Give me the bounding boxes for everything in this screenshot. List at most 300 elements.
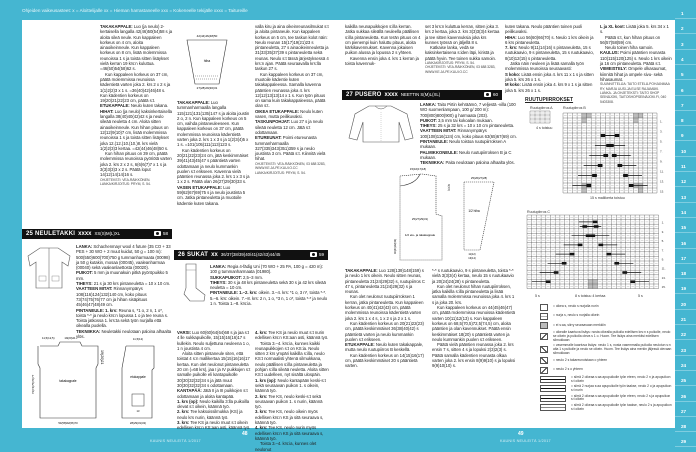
page-index-tab[interactable]: 23 [675,341,696,356]
paragraph-text: 25 s ja 32 krs = 10 x 10 cm pintaneuletta. [436,123,515,129]
legend-item-cable4 [540,404,672,412]
cable-arrow [592,174,597,177]
page-index-tab[interactable]: 25 [675,371,696,386]
inc-right-symbol-icon [540,333,548,340]
cable-arrow [578,244,583,247]
paragraph [505,72,595,83]
paragraph-text: Tee KS, neulo nurin myös edellisen krs:n KS ja sitä seuraava s, käännä työ. [255,425,324,441]
paragraph-text: Poimi etureunasta tummanharmaalla 327(335)343(351)359 s ja neulo joustinta 3 cm. Päätä s:t. Kiinnitä vielä hihat. [255,135,326,162]
dim-top: 11,5(12) [132,337,144,341]
page-index-tab[interactable]: 18 [675,264,696,279]
paragraph [345,56,421,67]
page-index-tab[interactable]: 21 [675,310,696,325]
paragraph-text: Ompele olkasaumat, kiinnitä hihat ja ompele sivu- sekä hihasaumat. [600,66,667,82]
paragraph-lead: PUIKOT: [420,117,437,123]
sizes: XS(S)M(L)XL [94,231,121,236]
page-index-tab[interactable]: 10 [675,142,696,157]
paragraph-text: Luo 128(139)148(159) s ja neulo 1 krs oikein. Neulo sitten reunas, pintaneuletta 21(24)29(32) s, ruutupiirros C 47 s, pintaneuletta 21(24)29(32) s ja reunas. [345,268,425,295]
paragraph-text: LANKAKIRJOITUS: PRYM, S. 54. [425,61,475,66]
diagram-label: 1/2 etu- ja takakappale [404,233,436,237]
paragraph [420,150,518,161]
dim-top-mid: 19(20)21 [64,336,76,340]
paragraph [600,24,672,35]
paragraph [76,270,172,281]
paragraph [255,394,329,410]
empty-symbol-icon [540,304,548,311]
page-index-tab[interactable]: 3 [675,35,696,50]
paragraph-lead: TEKNIIKKA: [76,328,101,334]
cable-arrow [562,262,567,265]
paragraph-text: Neulo kaikilla 3:lla puikoilla olevat s:t oikein, käännä työ. [177,398,250,410]
page-index-tab[interactable]: 22 [675,325,696,340]
paragraph [100,72,173,104]
paragraph [345,294,427,320]
dim-neck: 4(4,5) [447,184,450,191]
row-label: 1. [661,220,665,225]
row-label: 5. [661,239,665,244]
paragraph-lead: VIIMEISTELY: [600,66,627,72]
paragraph [255,72,329,109]
paragraph [600,35,672,46]
paragraph-text: 3,5 mm tai kokoalan mukaan. [436,117,493,123]
paragraph [505,24,595,35]
column-25-back [177,100,251,248]
chart-c [527,215,673,293]
paragraph-text: valla kiru ja aina oikeinreunasilmukat s:t ja aloita pintaneule. Kun kappaleen korkeus on 5 cm, tee taskun kolot näin: Neulo reunan 15(17)19(21)23 s pintaneuletta, 27 s ainaoikeinneuletta ja 31(33)35(37)39 s pintaneuletta sekä reunas. Neulo s:t tässä järjestyksessä 4 krs:n ajan. Päätä seuraavalla krs:lla taskun 27 s. [255,24,329,72]
page-index-tab[interactable]: 1 [675,4,696,19]
sizes: NEETTIN S(M)L(XL) [400,92,441,97]
row-label: 11. [660,169,664,174]
row-label: 13. [660,179,665,184]
paragraph-lead: LANKA: [76,244,93,249]
page-number-left: 48 [242,431,248,437]
paragraph [600,91,672,104]
paragraph-text: Tee KS ja neulo muut s:t oikein edellisen krs:n KS:aan asti, käännä työ. [177,420,251,431]
paragraph-lead: 2. krs: [177,409,190,415]
paragraph [177,330,251,351]
dim-bottom: 54(58)62(66)70 [58,421,78,425]
cable-arrow [570,253,575,256]
cable-arrow [612,154,617,157]
paragraph-lead: PINTANEULE: 1. krs: [76,307,118,313]
cable-arrow [622,271,627,274]
paragraph [100,178,173,187]
paragraph-text: Rinnanympärys 100(108)116(124) cm, koko pituus 63(65)67(69) cm. [420,128,517,139]
cable-arrow [586,234,591,237]
paragraph-lead: 4. krs: [255,425,268,431]
section-title: 27 PUSERO [346,92,382,98]
page-index-tab[interactable]: 13 [675,188,696,203]
paragraph-text: Neulo toistoa ruutupiirroksen A mukaan. [420,139,506,150]
row-label: 13. [661,275,666,280]
no-stitch-cell [634,118,639,123]
page-index-tab[interactable]: 28 [675,417,696,432]
paragraph-lead: TAKAKAPPALE: [100,24,133,29]
page-index-tab[interactable]: 17 [675,249,696,264]
paragraph [345,268,427,294]
paragraph [345,24,421,56]
no-stitch-cell [634,113,639,118]
no-stitch-cell [582,118,587,123]
section-27-materials [420,102,518,166]
paragraph [432,342,516,368]
sleeve-schematic-25 [183,32,231,92]
paragraph [420,139,518,150]
paragraph [76,286,172,307]
paragraph-text: Kun kädentien korkeus on 14(15)16(17) cm, päätä keskimmäiset 20 s pääntietä varten. [345,352,424,369]
paragraph-lead: TIHEYS: [210,279,227,285]
sock-sketch [178,262,208,304]
paragraph-text: Kun kappaleen korkeus on 37 cm, päätä molemmissa reunoissa kädentietä varten joka 2. krs 2 x 2 s ja 1(1)2(2)3 x 1 s. =36(40)42(46)48 s. Kun kädentien korkeus on 19(20)21(22)23 cm, päätä s:t. [100,71,171,104]
paragraph-text: Toista 3.–4. krs:ia, kunnes kaikki reunapuikkojen s:t on KS:ia. Neulo sitten 2 krs ympäri kaikilla s:illa, neulo KS:t normaalisti yhtenä silmukkana, neulo päällisen s:illa pintaneuletta ja pohjan s:illa sileää neuletta. Aloita sitten KS:t uudelleen, nyt sisältä ulospäin. [255,340,329,378]
difficulty-legend: Ohjeiden vaikeusasteet: x = Aloittelijalle xx = Hieman harrastaneelle xxx = Kokeneelle tekijälle xxxx = Taitureille [22,8,248,13]
legend-text: = ei s:aa, siirry seuraavaan merkkiin [553,322,606,327]
paragraph [255,330,329,341]
section-header-25 [22,229,172,239]
cable2-symbol-icon [540,385,566,392]
sweater-sketch [345,102,417,146]
paragraph-text: Schachenmayr wool 4 future (35 CO + 33 PES + 30 WO + 2 muut kuidut, 50 g = 100 m): 500(550)600(700)750 g tummanharmaata (00098) ja 50 g kutakin, mosaa (00045), vaaleanharmaa (00040) sekä vaaleanlaettosta (00020). [76,244,171,271]
paragraph-text: Kun kädentien korkeus on 20(21)22(23)24 cm, jätä keskimmäiset 39(41)43(45)47 s pääntietä varten odottamaan ja neulo kummankin puolen s:t erikseen. Kavenna vielä pääntien reunassa joka 2. krs 1 x 3 s ja 1 x 2 s. Päätä olan 26(27)29(30)33 s. [177,147,250,185]
paragraph [177,399,251,410]
paragraph-text: Kun olet neulonut hihan ruutupiirroksen, jatka kaikilla s:illa pintaneuletta ja lisää samalla molemmissa reunoissa joka 4. krs 1 s ja joka 20. krs. [432,283,515,305]
cable-arrow [614,262,619,265]
paragraph [255,24,329,72]
paragraph-lead: OIKEA ETUKAPPALE: [255,108,300,114]
section-title: 25 NEULETAKKI [26,231,76,237]
gray-symbol-icon [540,322,548,329]
chart-c-title: Ruutupiirros C [527,210,550,214]
paragraph [505,45,595,61]
row-label: 7. [661,248,665,253]
paragraph-lead: SUKKAPUIKOT: [210,274,242,280]
paragraph-text: Toista 3.–4. krs:ia, kunnes olet neulonut [255,441,317,452]
paragraph [177,351,251,388]
cable-arrow [606,253,611,256]
column-26-leg-heel [177,330,251,431]
paragraph [255,441,329,452]
legend-item-gray [540,322,672,330]
cable3-symbol-icon [540,395,566,402]
paragraph-text: oikein. 3.–4. krs: *1 o, 3 n*, toista *-*. 5.–6. krs: oikein. 7.–8. krs: 2 n, 1 o, *3 n, 1 o*, toista *-* ja neulo 1 n. Toista 1.–8. krs:ia. [210,290,328,307]
dim-width: 25(27)29(31) [411,217,429,221]
dim-side: 40(41)42(43) [394,239,397,254]
paragraph [600,66,672,82]
no-stitch-cell [588,284,593,289]
dim-bottom: 28(29)31(32) [129,421,147,425]
diagram-label: etukappale [130,375,146,379]
paragraph-text: Päätä s:t, kun hihan pituus on 56(57)58(59) cm. [600,34,661,45]
cable-arrow [630,280,635,283]
paragraph-lead: TIHEYS: [420,123,437,129]
dim-top: 25(26)27(28) [470,176,488,180]
page-index-tab[interactable]: 15 [675,218,696,233]
paragraph-lead: 4. krs: [255,330,268,335]
paragraph [425,45,501,61]
paragraph-text: Tee KS ja neulo muut s:t nurin edellisen krs:n KS:aan asti, käännä työ. [255,330,329,341]
page-index-tab[interactable]: 8 [675,111,696,126]
dim-top: 42(44)46(48)50 [196,34,218,38]
paragraph-text: Kun kappaleen korkeus on 44(45)46(47) cm, päätä molemmissa reunoissa kädentietä varten 10(11)12(13) s. Kun kappaleen korkeus on 68,5(70,5)72,5(74,5) cm, aloita pääntien ja olan kavennukset. Päätä ensin keskimmäiset 18(20) s pääntietä varten ja neulo kummankin puolen s:t erikseen. [432,305,515,342]
paragraph-text: Neulo ruutupiirroksen B ja C mukaan. [420,149,512,160]
paragraph-lead: HIHA: [505,34,517,40]
paragraph-lead: TASKUNPOHJAT: [255,119,290,125]
cable-arrow [629,184,634,187]
paragraph-text: Luo (ja neulo) kaksinkertaisella langalla 38(40)40(42)42 s ja neulo sileää neuletta 4 cm. Aloita sitten ainaoikeinneule. Kun hihan pituus on 12(12)9(10)7 cm, lisää molemmissa reunoissa 1 s ja toista sitten lisäykset joka 12.(12.)10.(10.)8. krs vielä 1(2)2(3)3 kertaa. =42(44)46(48)50 s. [100,108,173,151]
photo-page: 59 [318,252,324,257]
no-stitch-cell [582,188,587,193]
row-label: 15. [661,285,666,290]
paragraph [255,119,329,135]
page-number-right: 49 [518,431,524,437]
chart-b-note: 15 s mallikerta toistuu [590,196,625,200]
page-index-tab[interactable]: 14 [675,203,696,218]
no-stitch-cell [593,284,598,289]
paragraph-text: Taito Pirtin kehräämö, 7 veljestä -villa (100 WO suomenlampaan, 100 g/ 200 m): 700(800)800(900) g harmaata (203). [420,102,516,118]
legend-item-cable2 [540,385,672,393]
legend-item-dash [540,312,672,320]
cable-arrow [598,244,603,247]
paragraph [255,378,329,394]
column-27-back-front [345,268,427,426]
legend-text: = siirrä 2 oikeaa s:aa apupuikolle työn eteen, neulo 2 n ja apupuikon s:t oikein [571,374,671,383]
no-stitch-cell [638,113,643,118]
paragraph-lead: M koko: [505,82,521,88]
paragraph-lead: TEKNIIKKA: [420,160,445,166]
paragraph-text: Lisää joka 5. krs 34 x 1 s. [600,24,669,35]
paragraph-lead: TAKAKAPPALE: [177,100,210,105]
camera-icon [310,252,317,257]
legend-text: = nurja s, neulo s nurjalla oikein [553,313,600,318]
legend-item-k2tog [540,366,672,374]
paragraph-text: OHJETEKSTI: VEA-RÄIKKÖNEN, 03 688 3283, WWW.KE.JA.PE.KUU.IO.CC [255,161,326,171]
paragraph [420,128,518,139]
paragraph-text: Kun olet neulonut ruutupiirroksen 1 kerran, jatka pintaneuletta. Kun kappaleen korkeus on 40(41)42(43) cm, päätä molemmissa reunoissa kädentietä varten joka 2. krs 1 x 4 s, 1 x 2 s ja 2 x 1 s. [345,294,424,321]
section-header-26 [174,250,328,260]
charts-heading: RUUTUPIIRROKSET [525,97,574,103]
paragraph [345,321,427,342]
paragraph [425,24,501,45]
difficulty-level: xx [211,252,218,258]
paragraph-text: 30 s ja 48 krs pintaneuletta sekä 30 s ja 42 krs sileää neuletta = 10 cm. [210,279,326,291]
page-index-tab[interactable]: 5 [675,65,696,80]
dash-symbol-icon [540,313,548,320]
paragraph [255,171,329,175]
paragraph-text: 21 s ja 30 krs pintaneuletta = 10 x 10 cm. [92,281,171,287]
paragraph-text: Luo 59(62)67(69)75 s ja neulo joustinta 5 cm. Jatka pintaneuletta ja muotoile kädentie kuten takana. [177,184,246,206]
paragraph-lead: PALMIKKONEULE: [420,149,458,155]
paragraph-text: Luo 27 s ja neulo sileää neuletta 12 cm. Jätä s:t odottamaan. [255,119,324,135]
chart-b [563,113,673,195]
page-index-tab[interactable]: 6 [675,81,696,96]
paragraph-lead: TIHEYS: [76,281,93,287]
legend-item-cable3 [540,394,672,402]
chart-c-note-right: 5 s [638,294,643,298]
legend-text: = siirrä 2 oikeaa s:aa apupuikolle työn eteen, neulo 2 s ja apupuikon s:t oikein [571,393,671,402]
cardigan-sketch [24,244,74,294]
paragraph-text: OHJETEKSTI: VEA-RÄIKKÖNEN. LANKA/KIRJOITUS: PRYM, S. 54. [100,177,151,187]
column-27-sleeves [432,268,516,426]
camera-icon [154,231,161,236]
row-label: 5. [660,139,663,144]
paragraph-text: Luo (ja neulo) 2-kertaisella langalla 42(46)50(54)58 s ja aloita sileä neule. Kun kappaleen korkeus on 4 cm, aloita ainaoikeinneule. Kun kappaleen korkeus on 8 cm, lisää molemmissa reunoissa 1 s ja toista sitten lisäykset vielä kerran 19 krs:n kuluttua. =46(50)54(58)62 s. [100,24,173,72]
paragraph [100,109,173,151]
chart-a-note: 4 s toistuu [536,126,553,130]
page-index-tab[interactable]: 19 [675,279,696,294]
page-index-tab[interactable]: 24 [675,356,696,371]
paragraph [505,82,595,93]
k2tog-symbol-icon [540,367,548,374]
paragraph-lead: PINTANEULE: [420,139,449,145]
page-index-tab[interactable]: 7 [675,96,696,111]
legend-text: = oikealle kaartuva lisäys: nosta oikealla puikolla edellisen krs:n s puikolle, neulo se oikein ja puikolla oleva s 1 o. Huom. Tee lisäys aina merkitsi edellisen silmukkaan [553,330,671,342]
paragraph [76,308,172,329]
paragraph-text: Reuna s, *1 o, 2 n, 1 o*, toista *-* ja neulo krs:n lopussa 1 o ja tee reuna s. Toista jatkossa 1. krs:ta sekä työn nurjalla että oikealla puolella. [76,307,168,329]
paragraph-lead: ETUREUNAT: [255,135,282,141]
page-index-tab[interactable]: 16 [675,234,696,249]
paragraph [177,388,251,399]
cable-arrow [603,154,608,157]
column-26-finish [425,24,501,84]
page-index-tab[interactable]: 27 [675,402,696,417]
dim-side: 73(74)75(76)77 [31,374,35,394]
paragraph [432,284,516,305]
footer-text-left: KAUNIS NEULEITÄ 1/2017 [150,439,201,443]
paragraph-text: Tee KS, neulo oikein myös edellisen krs:n KS ja sitä seuraava s, käännä työ. [255,409,324,426]
section-26-materials [210,264,328,324]
paragraph [505,61,595,72]
column-26-heel-cont [255,330,329,452]
paragraph-text: OHJETEKSTI: VEA-RÄIKKÖNEN, 03 688 3283, WWW.KE.JA.PE.KUU.IO.CC [425,65,496,74]
bottom-band [0,428,675,450]
paragraph-lead: 7. krs: [505,45,518,51]
section-header-27 [342,90,502,100]
page-index-tab[interactable]: 11 [675,157,696,172]
paragraph-lead: 2. krs: [255,393,268,399]
row-label: 3. [661,229,665,234]
paragraph-text: Aloita sitten pintaneule siten, että toistat 4 s:n mallikertaa 15(15)16(16)17 kertaa. Kun olet neulonut pintaneuletta 20 cm (=68 krs), jaa I ja IV puikkojen s:t samalle puikolle eli kantapuikolle 30(30)32(32)34 s ja jätä muut 30(30)32(32)34 s odottamaan. [177,351,251,388]
paragraph-text: Kun kädentien korkeus on 20(21)22(23) cm, päätä keskimmäiset 36(38)40(42) s pääntietä varten ja neulo kummankin puolen s:t erikseen. [345,320,424,342]
legend-text: = neulo 2 s o yhteen [553,367,583,372]
camera-icon [484,92,491,97]
paragraph-text: Kavenna ensin joka 4. krs 1 kerran ja toista kavennuk- [345,55,419,67]
chart-a-title: Ruutupiirros A [530,106,553,110]
page-index-tab[interactable]: 29 [675,432,696,447]
paragraph [432,305,516,342]
paragraph [210,290,328,306]
paragraph-text: *-* s ruutukaavio, 9 s pintaneuletta, toista *-* vielä 3(3)3(4) kertaa, neulo 15 s ruutukaavio ja 20(24)24(28) s pintaneuletta. [432,268,514,284]
cable-arrow [618,164,623,167]
page-index-tab[interactable]: 26 [675,387,696,402]
footer-text-right: KAUNIS NEULEITÄ 1/2017 [500,439,551,443]
dim-top: 15(16)17(18) [409,167,427,171]
diagram-label: hiha [203,59,211,63]
paragraph [210,280,328,291]
paragraph [210,264,328,275]
paragraph-lead: VAATTEEN MITAT: [76,286,113,292]
paragraph [76,244,172,270]
legend-item-ssk [540,357,672,365]
paragraph [177,100,251,148]
paragraph-lead: PUIKOT: [76,270,93,276]
page-index-tab[interactable]: 2 [675,19,696,34]
cable-arrow [546,280,551,283]
paragraph [600,50,672,66]
chart-c-note-left: 5 s [535,294,540,298]
page-index-tab[interactable]: 12 [675,172,696,187]
paragraph-text: 5 mm ja muunakuin pitkä pyöröpuikko 5 mm. [76,270,168,281]
no-stitch-cell [593,279,598,284]
legend-item-inc-right [540,331,672,342]
paragraph-text: Luo tummanharmaalla langalla 115(121)131(135)147 s ja aloita joustin 2 o, 2 n. Kun kappaleen korkeus on 5 cm, vaihda pintaneuleeseen. Kun kappaleen korkeus on 37 cm, päätä molemmissa reunoissa kädentietä varten joka 2. krs 1 x 3 s ja 1(2)3(4)5 x 1 s. =101(105)111(113)123 s. [177,100,250,148]
column-25-back-front-sleeves [100,24,173,228]
back-schematic-25 [28,334,110,426]
paragraph-text: kaikilla neunapuikkojen s:illa kerran. Jatka sukkaa sileällä neuleella päällisen s:illa pintaneuletta. Kun terän pituus on 4 cm pienempi kuin haluttu pituus, aloita kärkikavennukset. Kavenna jokaisen puikon alussa ja lopussa 2 s yhteen. [345,24,421,56]
legend-item-cable1 [540,376,672,384]
page-index-tab[interactable]: 9 [675,126,696,141]
page-index-strip [675,0,696,450]
dim-bottom-2: 13(14) [468,257,476,260]
chart-b-title: Ruutupiirros B [563,106,586,110]
dim-bottom: 27(28)29(30)31 [196,86,218,90]
legend-text: = oikea s, neulo s nurjalla nurin [553,304,599,309]
paragraph [505,35,595,46]
paragraph-text: Paita neulotaan paloina alhaalta ylös. [444,160,515,166]
paragraph [425,65,501,74]
paragraph-text: Kun hihan pituus on 39 cm, päätä molemmissa reunoissa pyöriötä varten joka 2. krs 2 x 2 s, 6(6)6(7)7 x 1 s ja 3(3)3(3)3 x 2 s. Päätä loput 14(12)14(14)16 s. [100,151,172,178]
cable-arrow [582,225,587,228]
column-26-toe [345,24,421,84]
column-27-sleeve [505,24,595,93]
cable-arrow [587,184,592,187]
no-stitch-cell [587,113,592,118]
cable1-symbol-icon [540,376,566,383]
legend-item-empty [540,303,672,311]
diagram-label: takakappale [59,379,77,383]
chart-c-note-mid: 8 s toistuu 4 kertaa [575,294,606,298]
paragraph-text: Tee KS, neulo keski-s:t sekä seuraavan puikon 1. s nurin, käännä työ. [255,393,323,410]
cable4-symbol-icon [540,404,566,411]
paragraph-lead: S koko: [505,71,521,77]
paragraph [255,109,329,120]
column-27-finish [600,24,672,104]
paragraph-text: Regia 4-fädig Uni (70 WO + 25 PA, 100 g = 420 m): 100 g tummanharmaata (01980). [210,264,323,275]
page-index-tab[interactable]: 4 [675,50,696,65]
paragraph-lead: TAKAKAPPALE: [345,268,378,273]
dim-bottom: 11(12) [468,253,476,256]
paragraph-lead: 3. krs: [177,420,190,426]
paragraph-lead: PINTANEULE: 1.–2. krs: [210,290,258,296]
ssk-symbol-icon [540,357,548,364]
paragraph-text: Lisää ensin joka 4. krs 11 x 1 s ja sitten joka 5. krs 26 x 1 s. [505,71,594,82]
front-schematic-25 [112,334,168,426]
paragraph [255,135,329,161]
paragraph-lead: HIHAT: [100,108,114,114]
paragraph-text: Luo 60(60)64(64)68 s ja jaa s:t 4 lle sukkapuikolle, 15(15)16(16)17 s kullekin. Neulo suljettuna neuleena 1 o, 1 n joustinta 4 cm. [177,330,250,351]
paragraph-lead: KANTAPÄÄ: [177,388,202,394]
paragraph-text: Luo 56(60)66(70) s. Neulo 1 krs oikein ja 6 krs pintaneuletta. [505,34,594,45]
row-label: 9. [661,257,665,262]
paragraph-lead: L ja XL koot: [600,24,625,29]
paragraph-lead: 1. krs (op): [177,398,199,404]
paragraph-text: Jatka näin neuleen ja lisää samalla työn molemmissa reunoissa seuraavasti: [505,61,584,72]
paragraph [432,268,516,284]
paragraph-lead: VAATTEEN MITAT: [420,128,457,134]
paragraph-text: Neulo kuten takana. [129,103,169,109]
row-label: 1. [660,119,663,124]
paragraph [177,185,251,206]
page-index-tab[interactable]: 20 [675,295,696,310]
